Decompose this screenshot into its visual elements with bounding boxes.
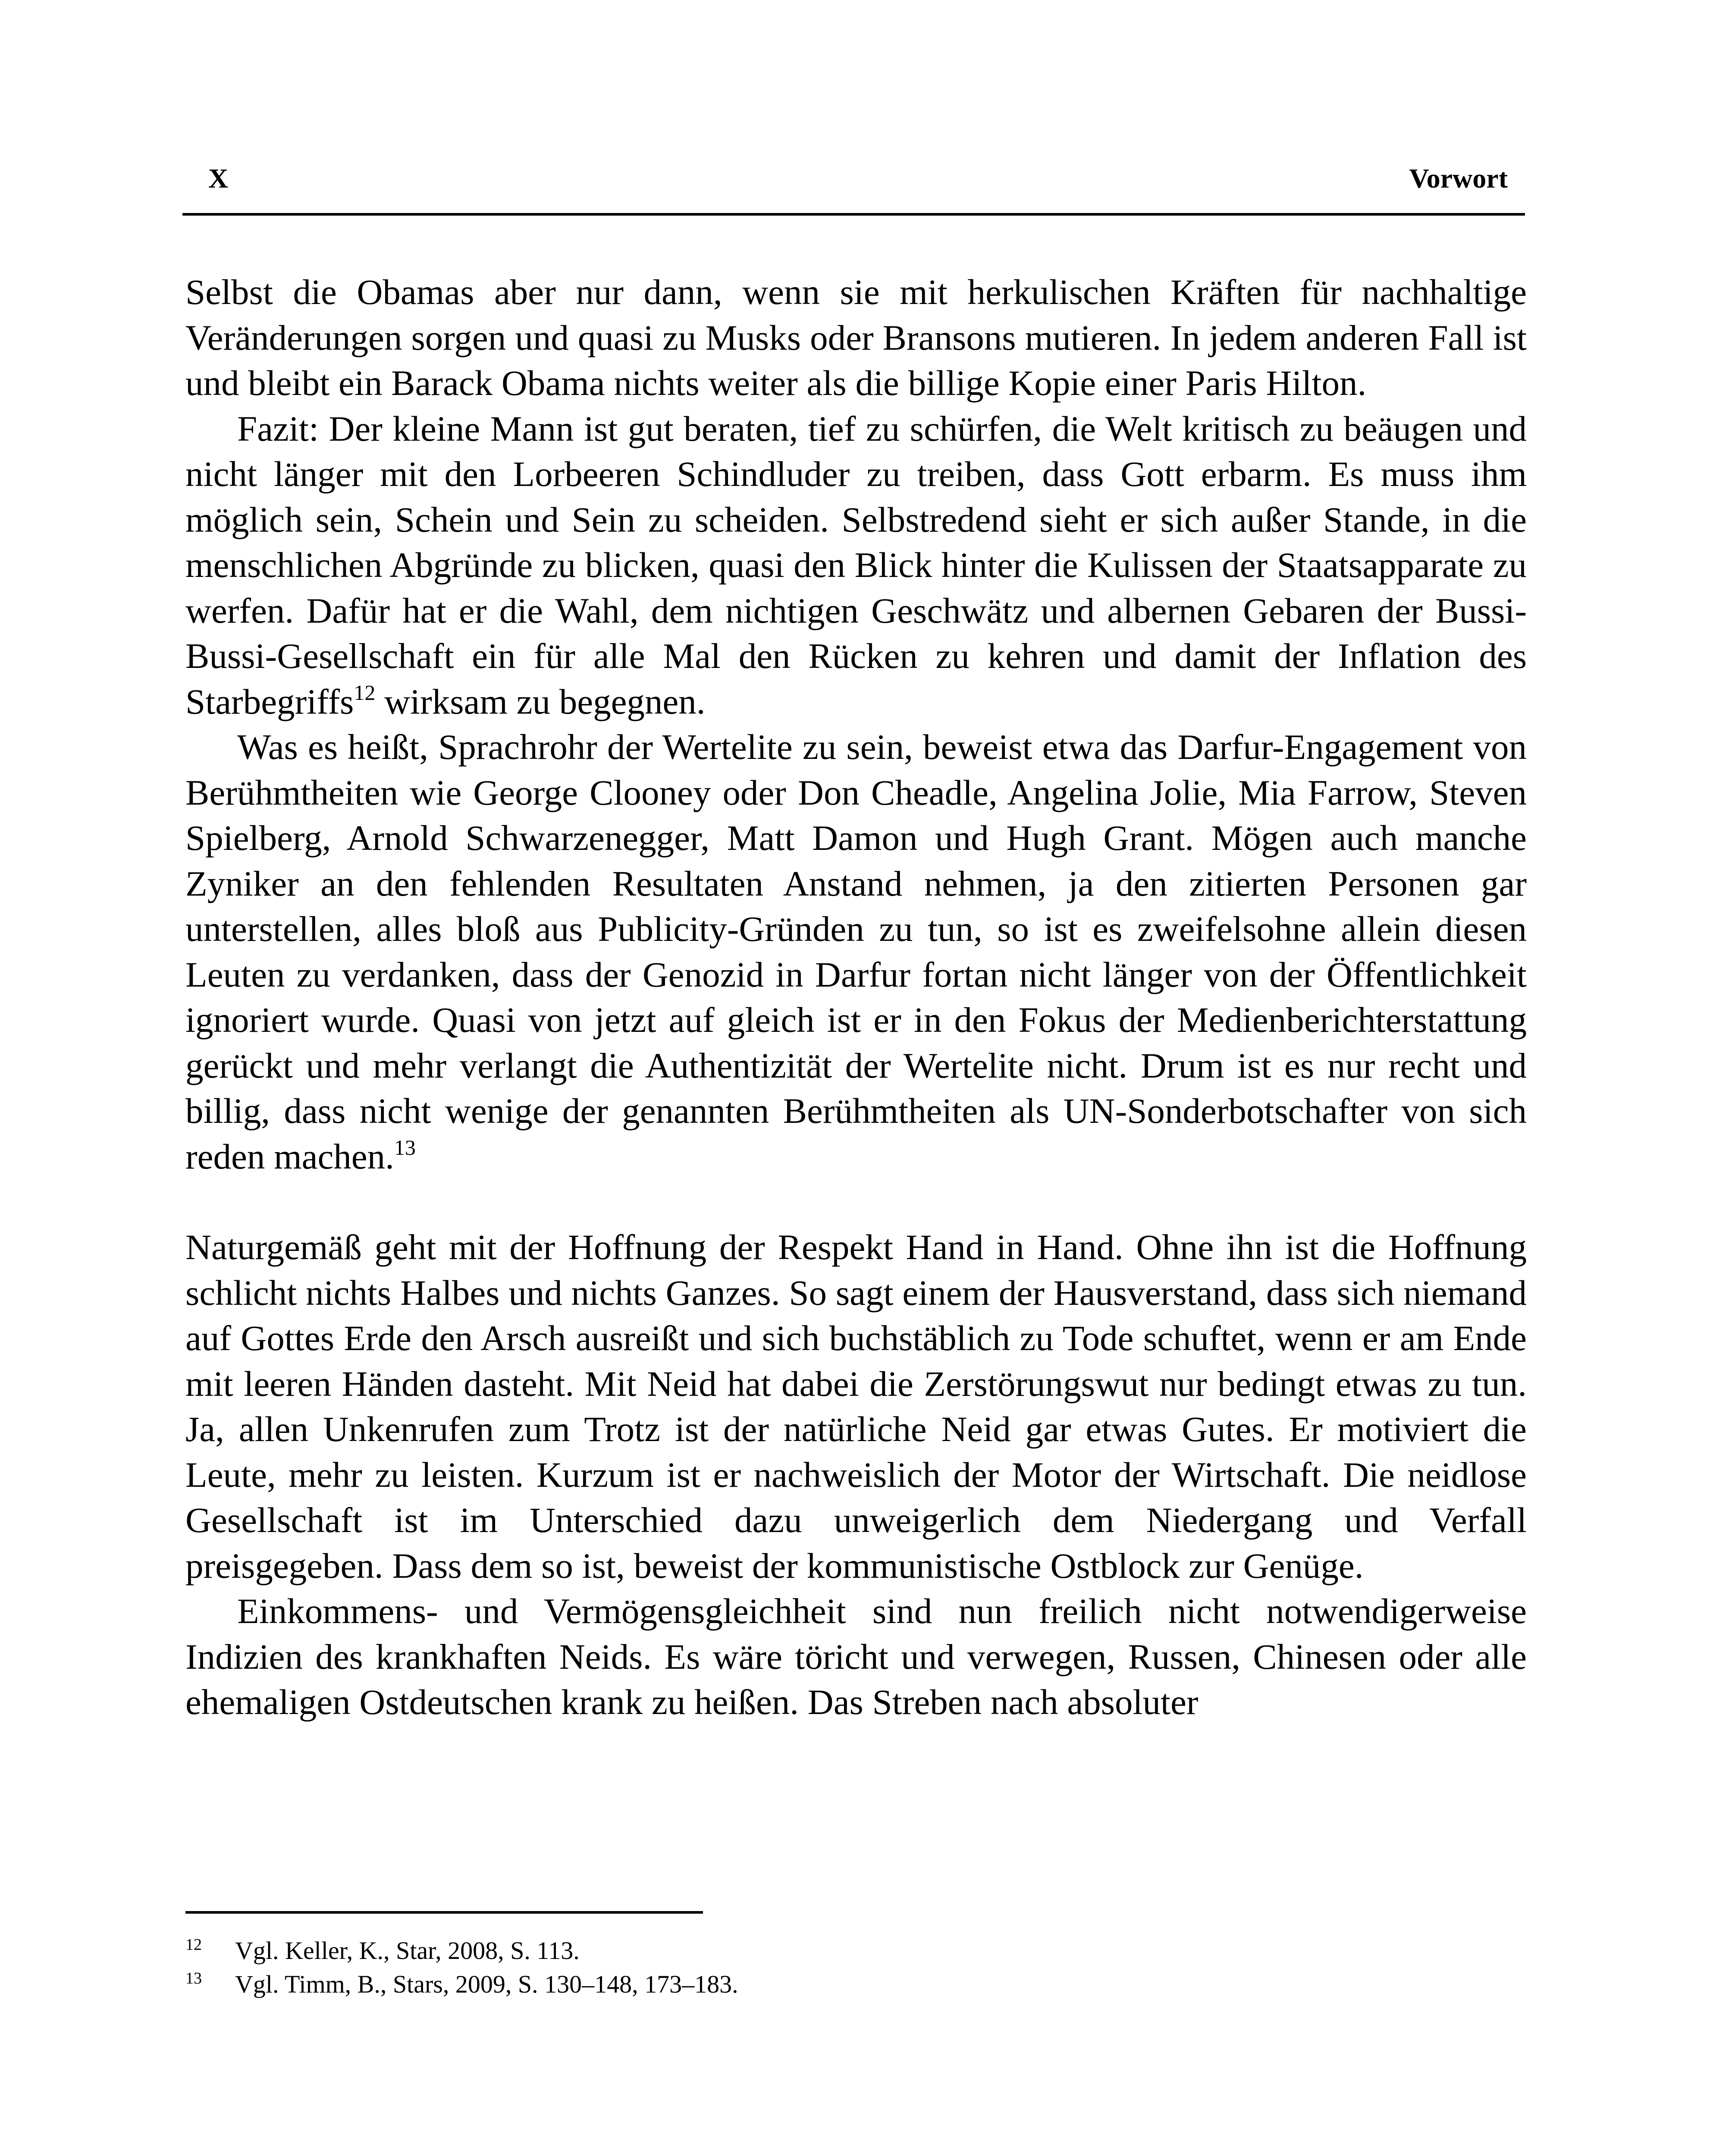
- paragraph-text: Einkommens- und Vermögensgleichheit sind nun freilich nicht notwendigerweise Indizien des krankhaften Neids. Es wäre töricht und verwegen, Russen, Chinesen oder alle ehemaligen Ostdeutschen krank zu heißen. Das Streben nach absoluter: [185, 1591, 1527, 1722]
- footnote-12: [185, 1934, 1527, 1968]
- footnote-ref-13[interactable]: 13: [394, 1135, 416, 1159]
- paragraph-text: Fazit: Der kleine Mann ist gut beraten, tief zu schürfen, die Welt kritisch zu beäugen und nicht länger mit den Lorbeeren Schindluder zu treiben, dass Gott erbarm. Es muss ihm möglich sein, Schein und Sein zu scheiden. Selbstredend sieht er sich außer Stande, in die menschlichen Abgründe zu blicken, quasi den Blick hinter die Kulissen der Staatsapparate zu werfen. Dafür hat er die Wahl, dem nichtigen Geschwätz und albernen Gebaren der Bussi-Bussi-Gesellschaft ein für alle Mal den Rücken zu kehren und damit der Inflation des Starbegriffs: [185, 408, 1527, 721]
- footnote-ref-12[interactable]: 12: [354, 680, 376, 705]
- paragraph-4: [185, 1225, 1527, 1589]
- paragraph-3: [185, 724, 1527, 1179]
- body-text: [185, 270, 1527, 1725]
- footnote-text: Vgl. Timm, B., Stars, 2009, S. 130–148, 173–183.: [235, 1970, 738, 1998]
- paragraph-1: [185, 270, 1527, 406]
- page-number: X: [208, 163, 229, 194]
- paragraph-text: Selbst die Obamas aber nur dann, wenn sie mit herkulischen Kräften für nachhaltige Veränderungen sorgen und quasi zu Musks oder Bransons mutieren. In jedem anderen Fall ist und bleibt ein Barack Obama nichts weiter als die billige Kopie einer Paris Hilton.: [185, 272, 1527, 403]
- footnote-number: 12: [185, 1936, 202, 1954]
- footnote-13: [185, 1968, 1527, 2001]
- section-title: Vorwort: [1409, 163, 1508, 194]
- footnote-divider: [185, 1911, 703, 1914]
- paragraph-2: [185, 406, 1527, 725]
- running-header: [182, 160, 1525, 216]
- paragraph-5: [185, 1589, 1527, 1725]
- paragraph-text: Naturgemäß geht mit der Hoffnung der Respekt Hand in Hand. Ohne ihn ist die Hoffnung schlicht nichts Halbes und nichts Ganzes. So sagt einem der Hausverstand, dass sich niemand auf Gottes Erde den Arsch ausreißt und sich buchstäblich zu Tode schuftet, wenn er am Ende mit leeren Händen dasteht. Mit Neid hat dabei die Zerstörungswut nur bedingt etwas zu tun. Ja, allen Unkenrufen zum Trotz ist der natürliche Neid gar etwas Gutes. Er motiviert die Leute, mehr zu leisten. Kurzum ist er nachweislich der Motor der Wirtschaft. Die neidlose Gesellschaft ist im Unterschied dazu unweigerlich dem Niedergang und Verfall preisgegeben. Dass dem so ist, beweist der kommunistische Ostblock zur Genüge.: [185, 1227, 1527, 1586]
- paragraph-text-after: wirksam zu begegnen.: [375, 681, 706, 721]
- paragraph-text: Was es heißt, Sprachrohr der Wertelite zu sein, beweist etwa das Darfur-Engagement von Berühmtheiten wie George Clooney oder Don Cheadle, Angelina Jolie, Mia Farrow, Steven Spielberg, Arnold Schwarzenegger, Matt Damon und Hugh Grant. Mögen auch manche Zyniker an den fehlenden Resultaten Anstand nehmen, ja den zitierten Personen gar unterstellen, alles bloß aus Publicity-Gründen zu tun, so ist es zweifelsohne allein diesen Leuten zu verdanken, dass der Genozid in Darfur fortan nicht länger von der Öffentlichkeit ignoriert wurde. Quasi von jetzt auf gleich ist er in den Fokus der Medienberichterstattung gerückt und mehr verlangt die Authentizität der Wertelite nicht. Drum ist es nur recht und billig, dass nicht wenige der genannten Berühmtheiten als UN-Sonderbotschafter von sich reden machen.: [185, 727, 1527, 1176]
- footnotes: [185, 1934, 1527, 2001]
- footnote-number: 13: [185, 1969, 202, 1987]
- footnote-text: Vgl. Keller, K., Star, 2008, S. 113.: [235, 1937, 580, 1965]
